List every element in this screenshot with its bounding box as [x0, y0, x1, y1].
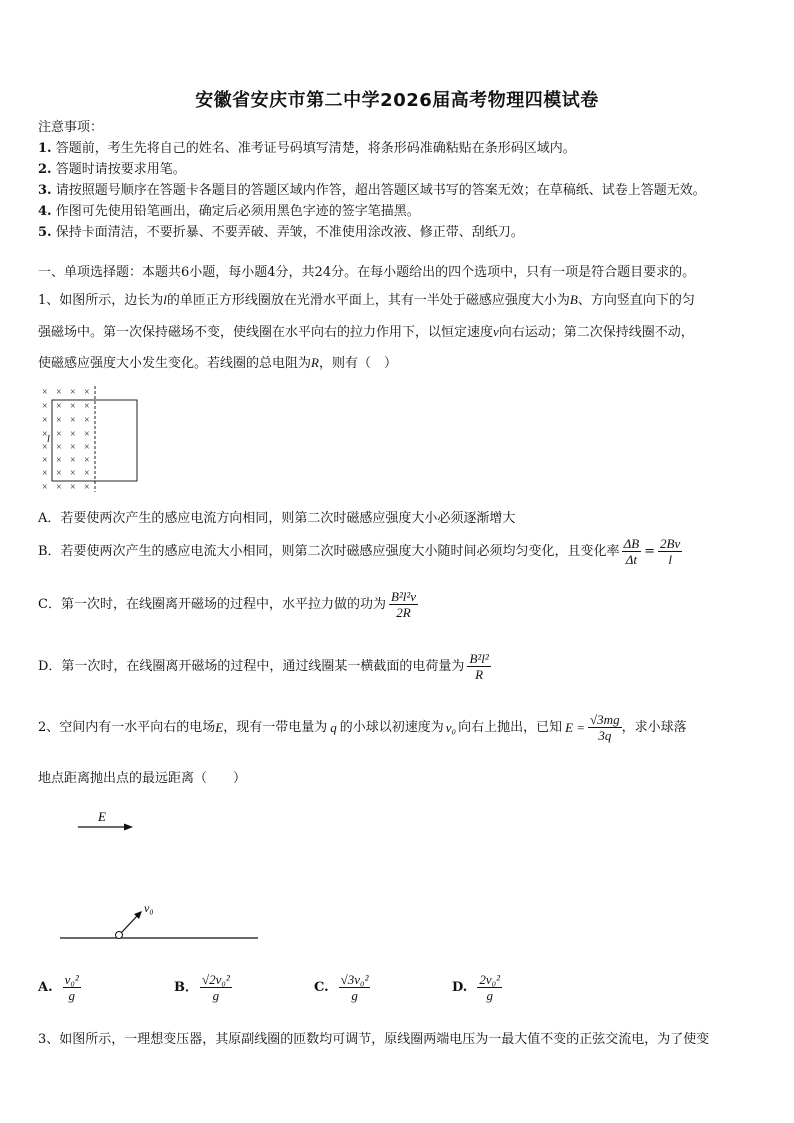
svg-text:×: × [84, 482, 90, 493]
svg-text:×: × [56, 482, 62, 493]
svg-text:×: × [42, 442, 48, 453]
svg-text:×: × [56, 429, 62, 440]
notice-heading: 注意事项： [38, 120, 104, 135]
notice-item: 4. 作图可先使用铅笔画出，确定后必须用黑色字迹的签字笔描黑。 [38, 204, 420, 219]
svg-text:×: × [70, 455, 76, 466]
q3-stem-line1: 3、如图所示，一理想变压器，其原副线圈的匝数均可调节，原线圈两端电压为一最大值不变的正弦交流电，为了使变 [38, 1032, 710, 1047]
q1-figure-coil-in-field [38, 384, 142, 494]
svg-text:×: × [42, 482, 48, 493]
svg-text:×: × [42, 401, 48, 412]
q2-stem-line2: 地点距离抛出点的最远距离（ ） [38, 771, 247, 786]
svg-text:×: × [84, 387, 90, 398]
svg-text:×: × [84, 468, 90, 479]
page-title: 安徽省安庆市第二中学2026届高考物理四模试卷 [195, 90, 599, 111]
svg-text:×: × [42, 415, 48, 426]
q2-stem-line1: 2、空间内有一水平向右的电场 E ，现有一带电量为 q 的小球以初速度为 v₀ 向右上抛出，已知 E = $\frac{√3mg}{3q}$ ，求小球落 [38, 712, 687, 743]
q1-stem-line3: 使磁感应强度大小发生变化。若线圈的总电阻为R，则有（ ） [38, 355, 397, 371]
svg-text:×: × [56, 387, 62, 398]
q2-option-b[interactable]: B． $\frac{\text{√2v₀²}}{g}$ [174, 972, 230, 1003]
q1-option-c[interactable]: C．第一次时，在线圈离开磁场的过程中，水平拉力做的功为 $\frac{\text{B²l²v}}{2R}$ [38, 589, 417, 620]
svg-text:×: × [56, 468, 62, 479]
electric-field-arrowhead [124, 824, 133, 831]
q1-stem-line1: 1、如图所示，边长为l的单匝正方形线圈放在光滑水平面上，其有一半处于磁感应强度大小为B、方向竖直向下的匀 [38, 292, 695, 308]
svg-text:×: × [42, 387, 48, 398]
svg-text:×: × [70, 482, 76, 493]
q2-option-a[interactable]: A. $\frac{\text{v₀²}}{g}$ [38, 972, 79, 1003]
notice-item: 2. 答题时请按要求用笔。 [38, 162, 186, 177]
q1-stem-line2: 强磁场中。第一次保持磁场不变，使线圈在水平向右的拉力作用下，以恒定速度v向右运动；第二次保持线圈不动， [38, 324, 694, 340]
svg-text:×: × [70, 387, 76, 398]
svg-text:×: × [70, 415, 76, 426]
svg-text:×: × [56, 401, 62, 412]
q1-option-d[interactable]: D．第一次时，在线圈离开磁场的过程中，通过线圈某一横截面的电荷量为 $\frac{\text{B²l²}}{R}$ [38, 651, 489, 682]
velocity-vector [122, 915, 139, 933]
svg-text:×: × [42, 455, 48, 466]
notice-item: 3. 请按照题号顺序在答题卡各题目的答题区域内作答，超出答题区域书写的答案无效；在草稿纸、试卷上答题无效。 [38, 183, 706, 198]
svg-text:×: × [70, 442, 76, 453]
svg-text:×: × [42, 429, 48, 440]
notice-item: 1. 答题前，考生先将自己的姓名、准考证号码填写清楚，将条形码准确粘贴在条形码区域内。 [38, 141, 576, 156]
svg-text:×: × [84, 401, 90, 412]
svg-text:×: × [56, 455, 62, 466]
svg-text:×: × [70, 401, 76, 412]
svg-text:×: × [56, 415, 62, 426]
svg-text:×: × [56, 442, 62, 453]
svg-text:×: × [84, 455, 90, 466]
q1-option-a[interactable]: A．若要使两次产生的感应电流方向相同，则第二次时磁感应强度大小必须逐渐增大 [38, 511, 516, 526]
svg-text:×: × [84, 442, 90, 453]
q2-figure-projectile [58, 805, 262, 945]
q2-option-d[interactable]: D. $\frac{\text{2v₀²}}{g}$ [452, 972, 501, 1003]
svg-text:×: × [42, 468, 48, 479]
coil-side-label-l: l [47, 434, 50, 445]
svg-text:×: × [84, 415, 90, 426]
q1-option-b[interactable]: B．若要使两次产生的感应电流大小相同，则第二次时磁感应强度大小随时间必须均匀变化，且变化率 $\frac{\Delta B}{\Delta t}$ = $\frac{2Bv}{l}$ [38, 536, 681, 567]
electric-field-label: E [98, 809, 106, 824]
section-heading: 一、单项选择题：本题共6小题，每小题4分，共24分。在每小题给出的四个选项中，只有一项是符合题目要求的。 [38, 265, 696, 280]
ball [116, 932, 123, 939]
notice-item: 5. 保持卡面清洁，不要折暴、不要弄破、弄皱，不准使用涂改液、修正带、刮纸刀。 [38, 225, 524, 240]
svg-text:×: × [70, 468, 76, 479]
velocity-label: v₀ [144, 901, 154, 915]
q2-option-c[interactable]: C. $\frac{\text{√3v₀²}}{g}$ [314, 972, 369, 1003]
svg-text:×: × [70, 429, 76, 440]
svg-text:×: × [84, 429, 90, 440]
